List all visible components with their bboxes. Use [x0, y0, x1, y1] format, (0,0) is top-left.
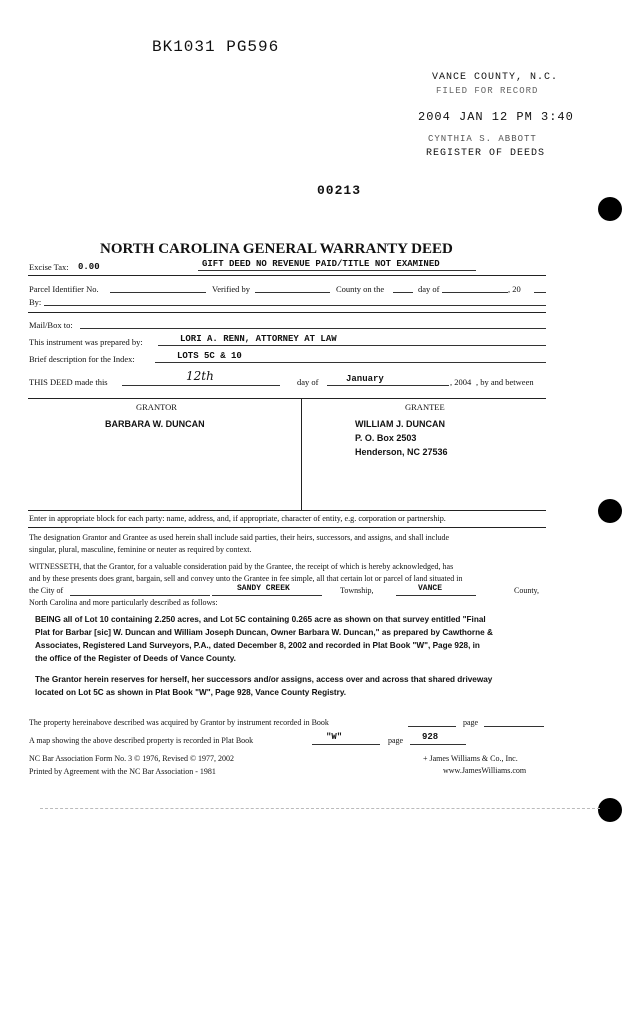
scan-artifact-line [40, 808, 600, 809]
deed-made-label: THIS DEED made this [29, 377, 108, 387]
map-text: A map showing the above described property is recorded in Plat Book [29, 736, 254, 745]
publisher: + James Williams & Co., Inc. [423, 754, 518, 763]
witnesseth-line-1: WITNESSETH, that the Grantor, for a valuable consideration paid by the Grantee, the receipt of which is hereby acknowledged, has [29, 562, 454, 571]
county-value: VANCE [418, 584, 443, 593]
binder-hole-3 [598, 798, 622, 822]
binder-hole-2 [598, 499, 622, 523]
county-on-label: County on the [336, 284, 385, 294]
grantee-name: WILLIAM J. DUNCAN [355, 419, 445, 429]
gift-deed-note: GIFT DEED NO REVENUE PAID/TITLE NOT EXAMINED [202, 259, 440, 269]
prepared-by-value: LORI A. RENN, ATTORNEY AT LAW [180, 334, 337, 344]
deed-title: NORTH CAROLINA GENERAL WARRANTY DEED [100, 241, 453, 257]
county-label: County, [514, 586, 540, 595]
enter-note: Enter in appropriate block for each party: name, address, and, if appropriate, character of entity, e.g. corporation or partnership. [29, 514, 446, 523]
form-line-2: Printed by Agreement with the NC Bar Association - 1981 [29, 767, 216, 776]
binder-hole-1 [598, 197, 622, 221]
witnesseth-line-2: and by these presents does grant, bargain, sell and convey unto the Grantee in fee simple, all that certain lot or parcel of land situated in [29, 574, 463, 583]
mail-box-label: Mail/Box to: [29, 320, 73, 330]
description-line-4: the office of the Register of Deeds of Vance County. [35, 654, 236, 663]
description-line-2: Plat for Barbar [sic] W. Duncan and William Joseph Duncan, Owner Barbara W. Duncan," as prepared by Cawthorne & [35, 628, 493, 637]
verified-by-label: Verified by [212, 284, 251, 294]
register-name: CYNTHIA S. ABBOTT [428, 134, 537, 144]
acquired-text: The property hereinabove described was acquired by Grantor by instrument recorded in Book [29, 718, 329, 727]
grantor-header: GRANTOR [136, 402, 177, 412]
publisher-website: www.JamesWilliams.com [443, 766, 527, 775]
description-line-3: Associates, Registered Land Surveyors, P.A., dated December 8, 2002 and recorded in Plat Book "W", Page 928, in [35, 641, 480, 650]
excise-tax-label: Excise Tax: [29, 262, 69, 272]
recording-datetime: 2004 JAN 12 PM 3:40 [418, 110, 574, 124]
party-divider [301, 398, 302, 510]
grantee-address-1: P. O. Box 2503 [355, 433, 417, 443]
description-line-1: BEING all of Lot 10 containing 2.250 acres, and Lot 5C containing 0.265 acre as shown on that survey entitled "Final [35, 615, 486, 624]
map-book-value: "W" [326, 732, 343, 742]
recording-filed: FILED FOR RECORD [436, 86, 539, 96]
prepared-by-label: This instrument was prepared by: [29, 337, 143, 347]
register-title: REGISTER OF DEEDS [426, 148, 546, 159]
map-page-value: 928 [422, 732, 439, 742]
brief-description-label: Brief description for the Index: [29, 354, 135, 364]
deed-day-of-label: day of [297, 377, 319, 387]
reservation-line-1: The Grantor herein reserves for herself, her successors and/or assigns, access over and across that shared driveway [35, 675, 493, 684]
by-label: By: [29, 297, 42, 307]
brief-description-value: LOTS 5C & 10 [177, 351, 242, 361]
grantee-address-2: Henderson, NC 27536 [355, 447, 448, 457]
reservation-line-2: located on Lot 5C as shown in Plat Book "W", Page 928, Vance County Registry. [35, 688, 347, 697]
city-label: the City of [29, 586, 64, 595]
recording-county: VANCE COUNTY, N.C. [432, 72, 559, 83]
deed-year-value: , 2004 [450, 377, 472, 387]
day-of-label: day of [418, 284, 440, 294]
deed-by-between-label: , by and between [476, 377, 534, 387]
grantor-name: BARBARA W. DUNCAN [105, 419, 205, 429]
grantee-header: GRANTEE [405, 402, 445, 412]
book-page-stamp: BK1031 PG596 [152, 38, 280, 56]
designation-line-1: The designation Grantor and Grantee as used herein shall include said parties, their heirs, successors, and assigns, and shall include [29, 533, 450, 542]
document-number: 00213 [317, 183, 362, 198]
deed-month-value: January [346, 374, 384, 384]
year-label: , 20 [508, 284, 521, 294]
township-label: Township, [340, 586, 374, 595]
deed-day-value: 12th [186, 369, 214, 383]
map-page-label: page [388, 736, 404, 745]
township-value: SANDY CREEK [237, 584, 290, 593]
parcel-label: Parcel Identifier No. [29, 284, 99, 294]
excise-tax-value: 0.00 [78, 262, 100, 272]
nc-described: North Carolina and more particularly described as follows: [29, 598, 218, 607]
designation-line-2: singular, plural, masculine, feminine or neuter as required by context. [29, 545, 252, 554]
acquired-page-label: page [463, 718, 479, 727]
form-line-1: NC Bar Association Form No. 3 © 1976, Revised © 1977, 2002 [29, 754, 235, 763]
